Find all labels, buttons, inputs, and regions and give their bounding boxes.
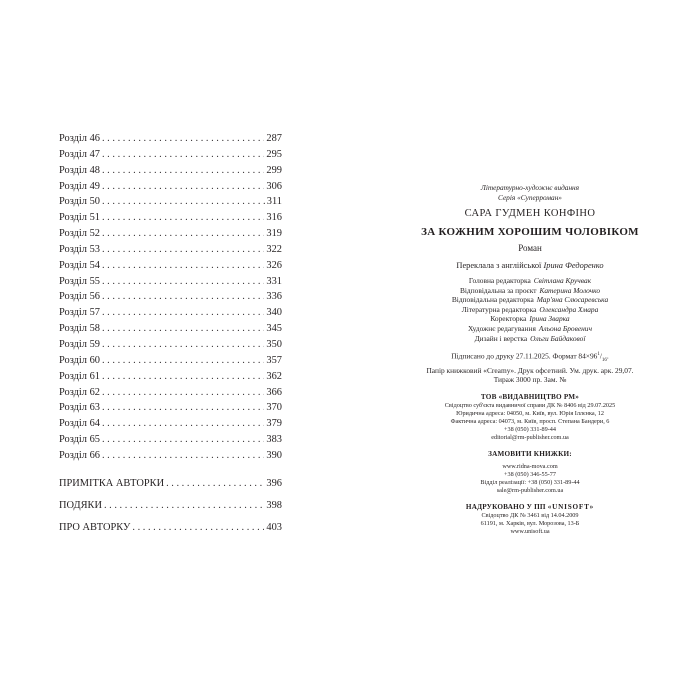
staff-credit-row (410, 286, 650, 296)
toc-entry (59, 147, 282, 163)
toc-entry-page: 403 (266, 521, 282, 533)
publisher-detail-line: Юридична адреса: 04050, м. Київ, вул. Юрія Іллєнка, 12 (456, 409, 604, 417)
staff-name: Мар'яна Слюсаревська (536, 295, 609, 305)
series-name: Серія «Суперроман» (498, 193, 562, 202)
toc-entry-label: Розділ 66 (59, 449, 100, 461)
toc-leader-dots (132, 517, 264, 539)
toc-entry-page: 295 (266, 148, 282, 160)
staff-credits (410, 276, 650, 343)
toc-entry-page: 357 (266, 354, 282, 366)
toc-entry (59, 353, 282, 369)
toc-leader-dots (102, 163, 264, 179)
toc-entry (59, 131, 282, 147)
order-details (410, 463, 650, 495)
imprint-page (410, 183, 650, 536)
toc-entry-label: ПРО АВТОРКУ (59, 521, 131, 533)
toc-entry (59, 337, 282, 353)
toc-entry (59, 473, 282, 495)
toc-leader-dots (102, 385, 264, 401)
toc-entry-label: Розділ 59 (59, 338, 100, 350)
toc-entry-label: Розділ 63 (59, 402, 100, 414)
toc-entry-page: 299 (266, 164, 282, 176)
toc-leader-dots (102, 147, 264, 163)
toc-entry (59, 242, 282, 258)
toc-entry-label: Розділ 55 (59, 275, 100, 287)
toc-leader-dots (102, 210, 264, 226)
staff-name: Олександра Хмара (539, 304, 599, 314)
toc-leader-dots (102, 289, 264, 305)
staff-role: Головна редакторка (468, 276, 531, 285)
toc-entry-label: ПРИМІТКА АВТОРКИ (59, 477, 165, 489)
toc-leader-dots (102, 321, 264, 337)
toc-leader-dots (102, 131, 264, 147)
order-heading: ЗАМОВИТИ КНИЖКИ: (488, 449, 572, 458)
toc-leader-dots (102, 448, 264, 464)
toc-entry-label: Розділ 48 (59, 164, 100, 176)
toc-entry-page: 370 (266, 402, 282, 414)
toc-entry (59, 194, 282, 210)
toc-entry-page: 311 (266, 196, 282, 208)
toc-entry (59, 258, 282, 274)
staff-credit-row (410, 295, 650, 305)
translator-role: Переклала з англійської (456, 261, 542, 270)
toc-entry-page: 366 (266, 386, 282, 398)
toc-entry (59, 448, 282, 464)
staff-credit-row (410, 324, 650, 334)
toc-entry (59, 400, 282, 416)
translator-credit (410, 260, 650, 271)
toc-entry (59, 495, 282, 517)
toc-entry (59, 432, 282, 448)
staff-name: Катерина Молочко (539, 285, 601, 295)
staff-credit-row (410, 305, 650, 315)
print-details-line-1: Підписано до друку 27.11.2025. Формат $84\times 96^1/_{16}$. (451, 351, 609, 364)
toc-entry (59, 517, 282, 539)
order-detail-line: Відділ реалізації: +38 (050) 331-89-44 (480, 478, 580, 486)
toc-entry (59, 289, 282, 305)
staff-credit-row (410, 276, 650, 286)
book-author: САРА ГУДМЕН КОНФІНО (464, 208, 596, 219)
toc-entry-page: 340 (266, 307, 282, 319)
toc-entry-page: 350 (266, 338, 282, 350)
translator-name: Ірина Федоренко (543, 261, 604, 270)
staff-role: Дизайн і верстка (474, 333, 528, 343)
toc-chapter-list (59, 131, 282, 464)
toc-entry-label: Розділ 47 (59, 148, 100, 160)
toc-leader-dots (102, 179, 264, 195)
table-of-contents (59, 131, 282, 539)
staff-credit-row (410, 334, 650, 344)
toc-entry-label: Розділ 52 (59, 228, 100, 240)
toc-entry (59, 385, 282, 401)
toc-leader-dots (102, 194, 265, 210)
toc-entry (59, 274, 282, 290)
toc-entry (59, 163, 282, 179)
toc-entry-label: Розділ 61 (59, 370, 100, 382)
toc-entry-page: 306 (266, 180, 282, 192)
toc-leader-dots (102, 274, 264, 290)
staff-role: Коректорка (490, 314, 527, 324)
toc-leader-dots (102, 353, 264, 369)
toc-entry (59, 210, 282, 226)
staff-credit-row (410, 314, 650, 324)
order-detail-line: +38 (050) 346-55-77 (504, 470, 556, 478)
staff-name: Ольги Байдакової (530, 333, 586, 343)
order-detail-line: sale@rm-publisher.com.ua (496, 486, 564, 494)
toc-back-matter-list (59, 473, 282, 539)
toc-leader-dots (102, 337, 264, 353)
printer-details (410, 512, 650, 536)
toc-entry-label: Розділ 57 (59, 307, 100, 319)
toc-entry-page: 390 (266, 449, 282, 461)
toc-leader-dots (102, 305, 264, 321)
toc-entry-page: 398 (266, 499, 282, 511)
staff-role: Художнє редагування (467, 323, 536, 333)
toc-entry-label: Розділ 49 (59, 180, 100, 192)
publisher-details (410, 402, 650, 442)
toc-entry-page: 383 (266, 434, 282, 446)
toc-leader-dots (102, 400, 264, 416)
toc-entry-page: 287 (266, 133, 282, 144)
toc-entry-label: Розділ 64 (59, 418, 100, 430)
staff-role: Літературна редакторка (461, 304, 537, 314)
toc-entry (59, 321, 282, 337)
toc-entry-page: 326 (266, 259, 282, 271)
publisher-name: ТОВ «ВИДАВНИЦТВО РМ» (480, 392, 580, 401)
toc-entry-label: Розділ 65 (59, 434, 100, 446)
staff-name: Альона Бровенич (538, 323, 593, 333)
toc-leader-dots (102, 416, 264, 432)
staff-role: Відповідальна редакторка (451, 295, 534, 305)
toc-entry-page: 331 (266, 275, 282, 287)
toc-leader-dots (102, 242, 264, 258)
toc-entry-label: Розділ 54 (59, 259, 100, 271)
order-detail-line: www.ridna-mova.com (502, 462, 558, 470)
series-kind: Літературно-художнє видання (480, 183, 580, 192)
print-details-line-3: Тираж 3000 пр. Зам. № (493, 375, 567, 385)
toc-entry-label: Розділ 51 (59, 212, 100, 224)
print-details-line-2: Папір книжковий «Creamy». Друк офсетний. Ум. друк. арк. 29,07. (426, 365, 634, 375)
toc-entry (59, 369, 282, 385)
toc-entry (59, 305, 282, 321)
staff-name: Ірина Зварка (529, 314, 570, 324)
toc-leader-dots (102, 369, 264, 385)
toc-entry (59, 416, 282, 432)
staff-name: Світлана Кручвак (533, 276, 592, 285)
printer-detail-line: Свідоцтво ДК № 3461 від 14.04.2009 (481, 511, 579, 519)
toc-entry-label: Розділ 53 (59, 243, 100, 255)
toc-leader-dots (102, 258, 264, 274)
toc-entry-label: Розділ 56 (59, 291, 100, 303)
toc-entry (59, 179, 282, 195)
print-details (410, 350, 650, 385)
toc-entry-page: 362 (266, 370, 282, 382)
publisher-detail-line: Свідоцтво суб'єкта видавничої справи ДК № 8406 від 29.07.2025 (444, 401, 616, 409)
toc-entry-label: Розділ 58 (59, 323, 100, 335)
book-genre: Роман (518, 243, 542, 253)
toc-entry-label: Розділ 46 (59, 133, 100, 144)
toc-entry-page: 396 (266, 477, 282, 489)
toc-entry-label: Розділ 50 (59, 196, 100, 208)
toc-leader-dots (102, 432, 264, 448)
toc-leader-dots (102, 226, 264, 242)
toc-entry-page: 316 (266, 212, 282, 224)
toc-entry-label: Розділ 62 (59, 386, 100, 398)
toc-entry-page: 319 (266, 228, 282, 240)
publisher-detail-line: +38 (050) 331-89-44 (504, 425, 556, 433)
toc-entry-page: 322 (266, 243, 282, 255)
publisher-detail-line: editorial@rm-publisher.com.ua (491, 433, 569, 441)
printer-detail-line: www.unisoft.ua (510, 527, 550, 535)
toc-entry-page: 345 (266, 323, 282, 335)
printer-heading: НАДРУКОВАНО У ПП «UNISOFT» (465, 502, 595, 511)
toc-entry-page: 336 (266, 291, 282, 303)
toc-leader-dots (166, 473, 264, 495)
toc-leader-dots (104, 495, 264, 517)
staff-role: Відповідальна за проєкт (459, 285, 537, 295)
publisher-detail-line: Фактична адреса: 04073, м. Київ, просп. Степана Бандери, 6 (450, 417, 610, 425)
printer-detail-line: 61191, м. Харків, вул. Морозова, 13-Б (480, 519, 580, 527)
toc-entry-label: Розділ 60 (59, 354, 100, 366)
book-title: ЗА КОЖНИМ ХОРОШИМ ЧОЛОВІКОМ (421, 226, 639, 238)
toc-entry-page: 379 (266, 418, 282, 430)
toc-entry-label: ПОДЯКИ (59, 499, 102, 511)
toc-entry (59, 226, 282, 242)
